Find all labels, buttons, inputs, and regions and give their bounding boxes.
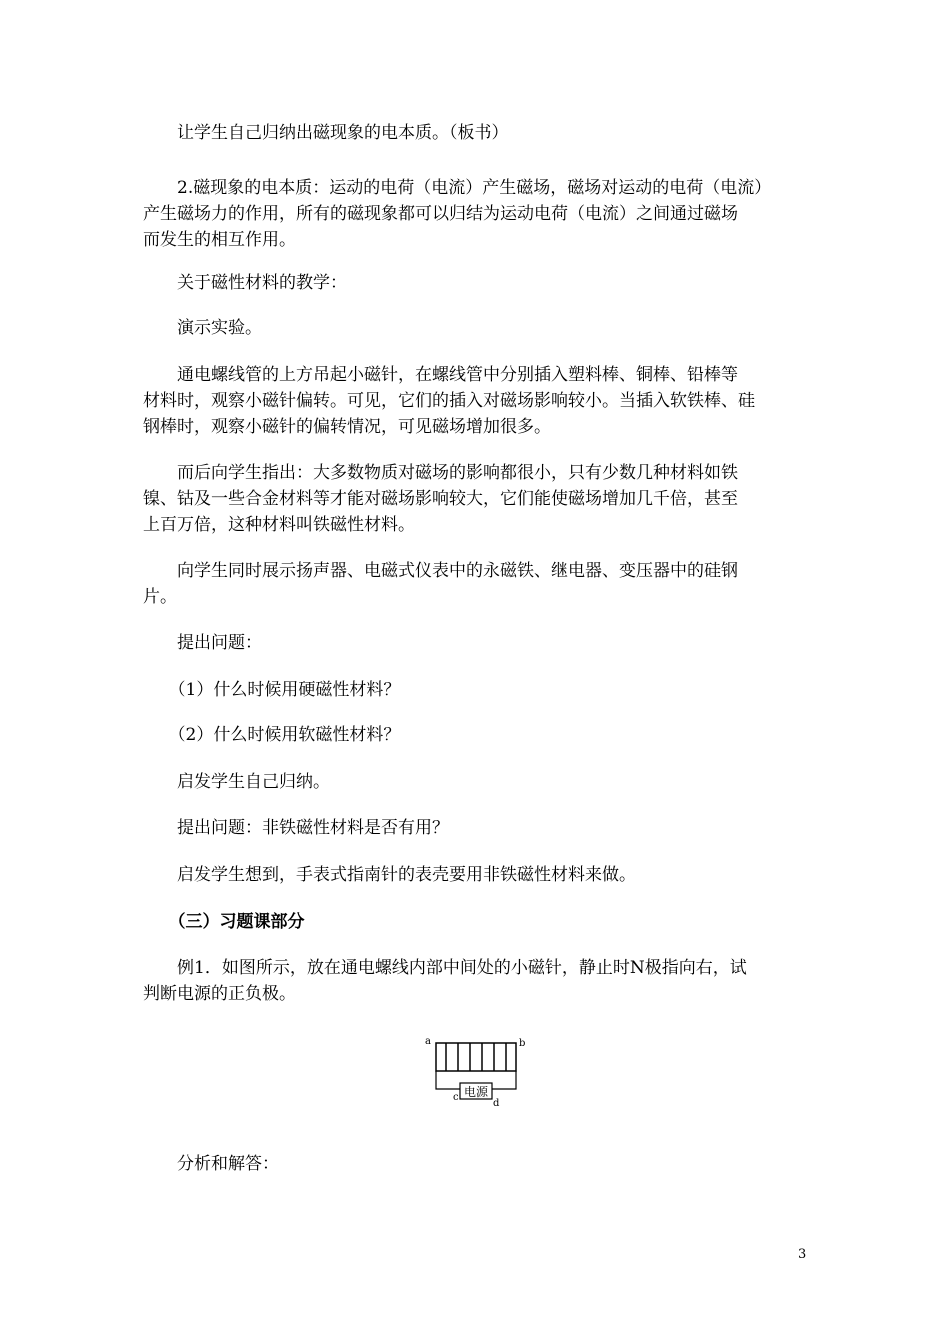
paragraph-line: 提出问题：	[143, 633, 262, 653]
paragraph-line: 例1．如图所示，放在通电螺线内部中间处的小磁针，静止时N极指向右，试	[143, 958, 747, 978]
wire-right	[492, 1071, 516, 1089]
wire-left	[436, 1071, 460, 1089]
paragraph-line: 提出问题：非铁磁性材料是否有用？	[143, 818, 449, 838]
paragraph-line: 启发学生自己归纳。	[143, 772, 330, 792]
paragraph-line: 镍、钴及一些合金材料等才能对磁场影响较大，它们能使磁场增加几千倍，甚至	[143, 489, 738, 509]
paragraph-line: 分析和解答：	[143, 1154, 279, 1174]
paragraph-line: 产生磁场力的作用，所有的磁现象都可以归结为运动电荷（电流）之间通过磁场	[143, 204, 738, 224]
paragraph-line: 而发生的相互作用。	[143, 230, 296, 250]
solenoid-circuit-figure	[420, 1035, 530, 1110]
terminal-a-label: a	[425, 1036, 431, 1047]
paragraph-line: 而后向学生指出：大多数物质对磁场的影响都很小，只有少数几种材料如铁	[143, 463, 738, 483]
paragraph-line: 通电螺线管的上方吊起小磁针，在螺线管中分别插入塑料棒、铜棒、铅棒等	[143, 365, 738, 385]
solenoid-body	[436, 1043, 516, 1071]
paragraph-line: 判断电源的正负极。	[143, 984, 296, 1004]
paragraph-line: 让学生自己归纳出磁现象的电本质。（板书）	[143, 123, 509, 143]
paragraph-line: （2）什么时候用软磁性材料？	[143, 725, 401, 745]
section-heading: （三）习题课部分	[143, 912, 305, 932]
paragraph-line: 关于磁性材料的教学：	[143, 273, 347, 293]
terminal-d-label: d	[493, 1098, 500, 1109]
paragraph-line: （1）什么时候用硬磁性材料？	[143, 680, 401, 700]
paragraph-line: 材料时，观察小磁针偏转。可见，它们的插入对磁场影响较小。当插入软铁棒、硅	[143, 391, 755, 411]
terminal-c-label: c	[453, 1092, 459, 1103]
paragraph-line: 上百万倍，这种材料叫铁磁性材料。	[143, 515, 415, 535]
terminal-b-label: b	[519, 1038, 526, 1049]
power-source-label: 电源	[463, 1085, 489, 1099]
paragraph-line: 片。	[143, 587, 177, 607]
paragraph-line: 向学生同时展示扬声器、电磁式仪表中的永磁铁、继电器、变压器中的硅钢	[143, 561, 738, 581]
paragraph-line: 2.磁现象的电本质：运动的电荷（电流）产生磁场，磁场对运动的电荷（电流）	[143, 178, 772, 198]
paragraph-line: 演示实验。	[143, 318, 262, 338]
paragraph-line: 钢棒时，观察小磁针的偏转情况，可见磁场增加很多。	[143, 417, 551, 437]
page-number: 3	[798, 1247, 807, 1262]
paragraph-line: 启发学生想到，手表式指南针的表壳要用非铁磁性材料来做。	[143, 865, 636, 885]
